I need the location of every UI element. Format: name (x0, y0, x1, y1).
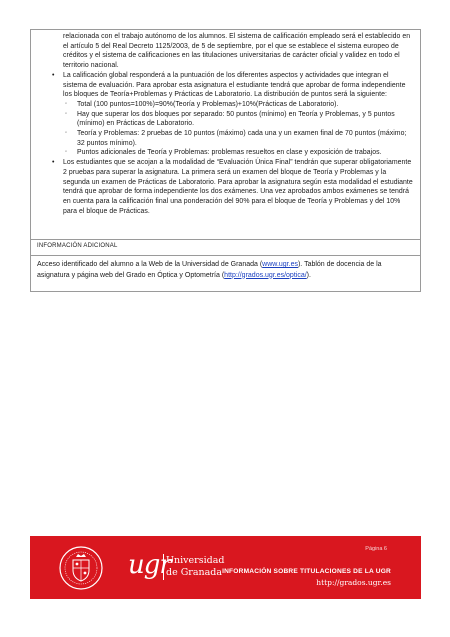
evaluation-continuation-text: relacionada con el trabajo autónomo de los alumnos. El sistema de calificación empleado será el establecido en el artículo 5 del Real Decreto 1125/2003, de 5 de septiembre, por el que se establece el sistema europeo de créditos y el sistema de calificaciones en las titulaciones universitarias de carácter oficial y validez en todo el territorio nacional. (63, 33, 411, 70)
points-item-minimum (37, 110, 414, 129)
bullet-text: Los estudiantes que se acojan a la modalidad de “Evaluación Única Final” tendrán que superar obligatoriamente 2 pruebas para superar la asignatura. La primera será un examen del bloque de Teoría y Problemas y la segunda un examen de Prácticas de Laboratorio. Para aprobar la asignatura según esta modalidad el estudiante tendrá que aprobar de forma independiente los dos exámenes. Una vez aprobados ambos exámenes se tendrá en cuenta para la calificación final una ponderación del 90% para el bloque de Teoría y Problemas y del 10% para el bloque de Prácticas. (63, 159, 413, 215)
sub-item-text: Hay que superar los dos bloques por separado: 50 puntos (mínimo) en Teoría y Problemas, y 5 puntos (mínimo) en Prácticas de Laboratorio. (77, 110, 395, 128)
sub-item-text: Total (100 puntos=100%)=90%(Teoría y Problemas)+10%(Prácticas de Laboratorio). (77, 100, 339, 108)
degree-info-url: http://grados.ugr.es (316, 578, 391, 587)
additional-info-text: Acceso identificado del alumno a la Web de la Universidad de Granada ( (37, 261, 263, 268)
sub-item-text: Teoría y Problemas: 2 pruebas de 10 puntos (máximo) cada una y un examen final de 70 puntos (máximo; 32 puntos mínimo). (77, 130, 407, 147)
ugr-logo: ugr (128, 550, 171, 580)
evaluation-section (30, 29, 421, 240)
bullet-icon: • (52, 71, 55, 79)
additional-info-text: ). (306, 271, 311, 279)
sub-item-text: Puntos adicionales de Teoría y Problemas: problemas resueltos en clase y exposición de trabajos. (77, 149, 382, 157)
footer-banner (30, 536, 421, 599)
university-name (166, 555, 224, 579)
additional-info-text: ). Tablón de docencia de la asignatura y página web del Grado en Óptica y Optometría ( (37, 261, 382, 279)
evaluation-bullet-single-final (37, 158, 414, 216)
sub-bullet-icon: ◦ (65, 149, 68, 156)
points-item-total (37, 100, 414, 110)
bullet-icon: • (52, 159, 55, 167)
sub-bullet-icon: ◦ (65, 100, 68, 107)
evaluation-bullet-global (37, 71, 414, 100)
optics-degree-link[interactable]: http://grados.ugr.es/optica/ (224, 271, 307, 279)
degree-info-title: INFORMACIÓN SOBRE TITULACIONES DE LA UGR (222, 568, 391, 575)
sub-bullet-icon: ◦ (65, 130, 68, 137)
additional-info-body (30, 256, 421, 292)
university-name-line: de Granada (166, 567, 223, 578)
bullet-text: La calificación global responderá a la puntuación de los diferentes aspectos y actividades que integran el sistema de evaluación. Para aprobar esta asignatura el estudiante tendrá que aprobar de forma independiente los bloques de Teoría+Problemas y Prácticas de Laboratorio. La distribución de puntos será la siguiente: (63, 71, 406, 99)
points-item-theory-problems (37, 129, 414, 148)
university-seal-icon (58, 544, 104, 592)
page-number: Página 6 (365, 546, 387, 552)
additional-info-heading: INFORMACIÓN ADICIONAL (30, 240, 421, 256)
university-name-line: Universidad (166, 555, 225, 566)
logo-divider (163, 554, 164, 580)
ugr-website-link[interactable]: www.ugr.es (262, 261, 298, 268)
sub-bullet-icon: ◦ (65, 110, 68, 117)
points-item-additional (37, 148, 414, 158)
